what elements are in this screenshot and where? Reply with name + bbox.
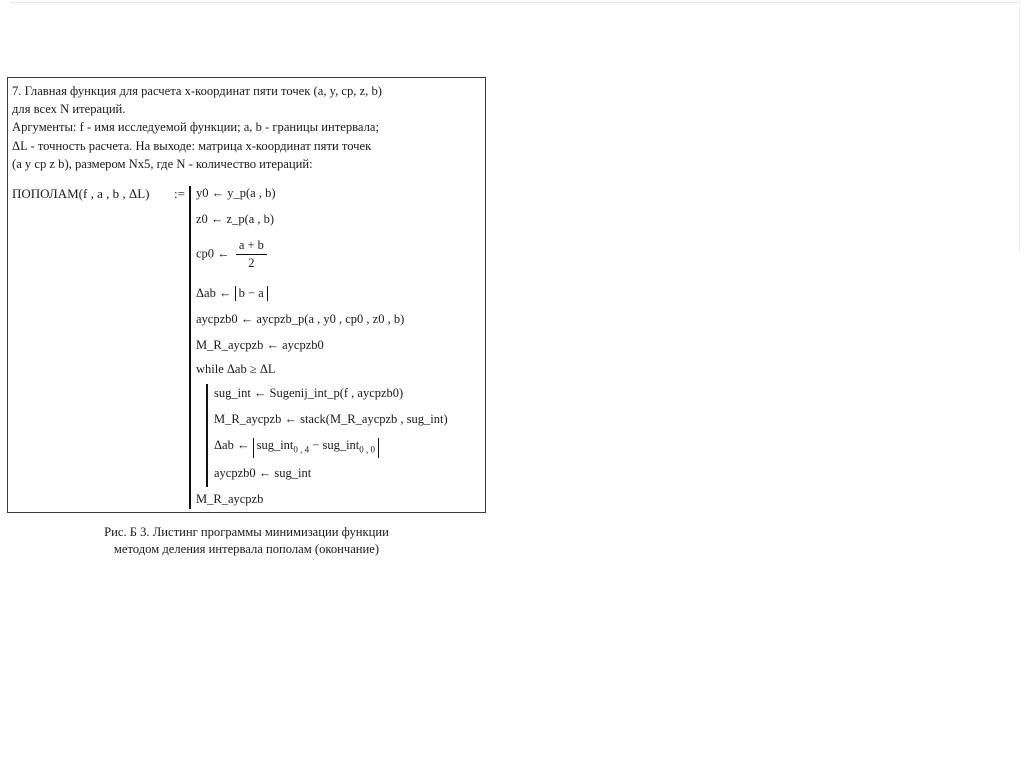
function-signature: ПОПОЛАМ(f , a , b , ΔL) [12, 186, 150, 201]
fraction-numerator: a + b [236, 238, 267, 255]
description-line-2: для всех N итераций. [12, 102, 126, 117]
abs-value: b − a [235, 286, 268, 301]
sug-int-a: sug_int [256, 438, 294, 452]
code-line-aycpzb0: aycpzb0 ← aycpzb_p(a , y0 , cp0 , z0 , b) [196, 312, 405, 326]
listing-description [12, 82, 482, 173]
code-line-stack: M_R_aycpzb ← stack(M_R_aycpzb , sug_int) [214, 412, 448, 426]
page-edge-right [1019, 2, 1020, 252]
code-line-while: while Δab ≥ ΔL [196, 362, 276, 376]
description-line-4: ΔL - точность расчета. На выходе: матрица x-координат пяти точек [12, 138, 372, 153]
dab-update-lhs: Δab ← [214, 438, 250, 452]
code-line-sug-int: sug_int ← Sugenij_int_p(f , aycpzb0) [214, 386, 404, 400]
assign-operator: := [174, 186, 185, 201]
midpoint-fraction [236, 238, 267, 271]
code-line-y0: y0 ← y_p(a , b) [196, 186, 276, 200]
description-line-3: Аргументы: f - имя исследуемой функции; a, b - границы интервала; [12, 120, 379, 135]
code-line-dab-update [214, 438, 379, 458]
caption-line-1: Рис. Б 3. Листинг программы минимизации функции [104, 525, 389, 539]
page-edge-top [10, 2, 1020, 3]
code-line-cp0 [196, 238, 267, 271]
minus-sug-int: − sug_int [309, 438, 360, 452]
index-a: 0 , 4 [293, 444, 310, 455]
index-b: 0 , 0 [359, 444, 376, 455]
dab-lhs: Δab ← [196, 286, 232, 300]
while-body-bar [206, 384, 208, 487]
listing-frame [7, 77, 486, 513]
code-line-dab [196, 286, 268, 301]
code-line-return: M_R_aycpzb [196, 492, 264, 506]
description-line-1: 7. Главная функция для расчета x-координат пяти точек (a, y, cp, z, b) [12, 84, 382, 98]
code-line-z0: z0 ← z_p(a , b) [196, 212, 275, 226]
description-line-5: (a y cp z b), размером Nx5, где N - количество итераций: [12, 156, 313, 171]
program-bar [189, 186, 191, 509]
code-line-mr-init: M_R_aycpzb ← aycpzb0 [196, 338, 324, 352]
abs-value-2 [253, 438, 379, 458]
cp0-lhs: cp0 ← [196, 246, 230, 261]
code-line-aycpzb0-update: aycpzb0 ← sug_int [214, 466, 312, 480]
figure-caption [7, 524, 486, 558]
caption-line-2: методом деления интервала пополам (окончание) [113, 542, 380, 556]
fraction-denominator: 2 [248, 256, 255, 270]
